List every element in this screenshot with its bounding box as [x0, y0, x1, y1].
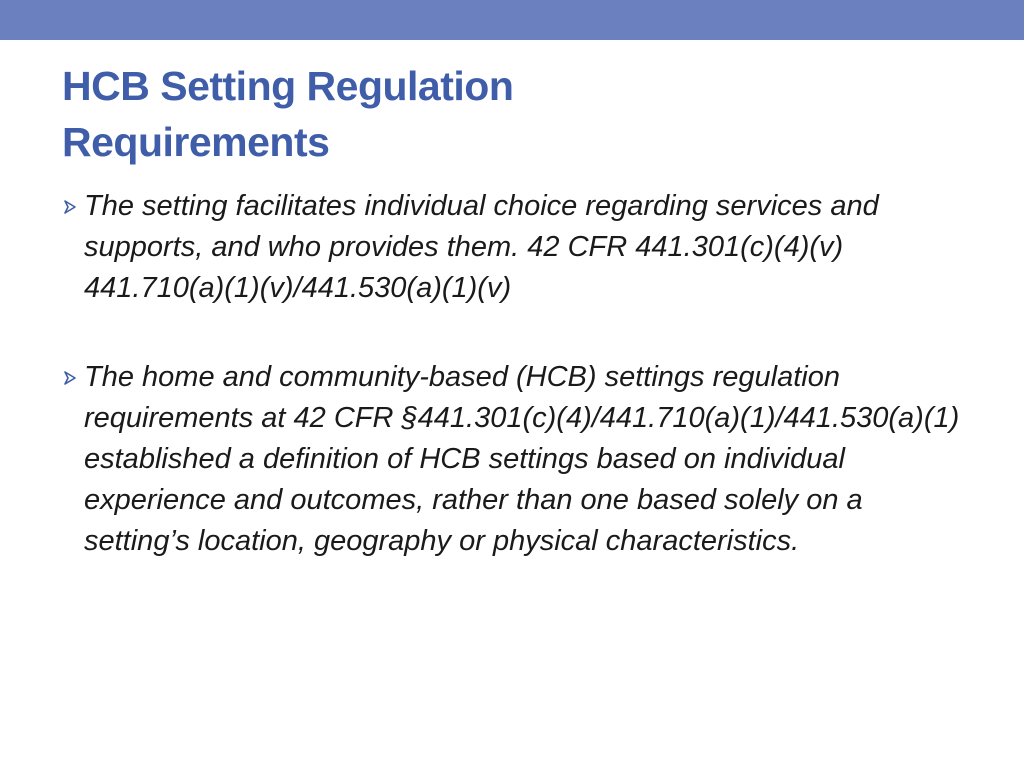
- slide-title-line: HCB Setting Regulation: [62, 63, 514, 109]
- arrow-bullet-icon: [62, 370, 78, 386]
- slide-title: [62, 58, 962, 170]
- bullet-item: [62, 186, 972, 309]
- slide-title-line: Requirements: [62, 119, 330, 165]
- arrow-bullet-icon: [62, 199, 78, 215]
- bullet-item: [62, 357, 972, 562]
- bullet-list: [62, 186, 972, 562]
- bullet-text: The setting facilitates individual choice regarding services and supports, and who provides them. 42 CFR 441.301(c)(4)(v) 441.710(a)(1)(v)/441.530(a)(1)(v): [84, 190, 879, 304]
- bullet-text: The home and community-based (HCB) settings regulation requirements at 42 CFR §441.301(c)(4)/441.710(a)(1)/441.530(a)(1) established a definition of HCB settings based on individual experience and outcomes, rather than one based solely on a setting’s location, geography or physical characteristics.: [84, 361, 960, 557]
- top-accent-bar: [0, 0, 1024, 40]
